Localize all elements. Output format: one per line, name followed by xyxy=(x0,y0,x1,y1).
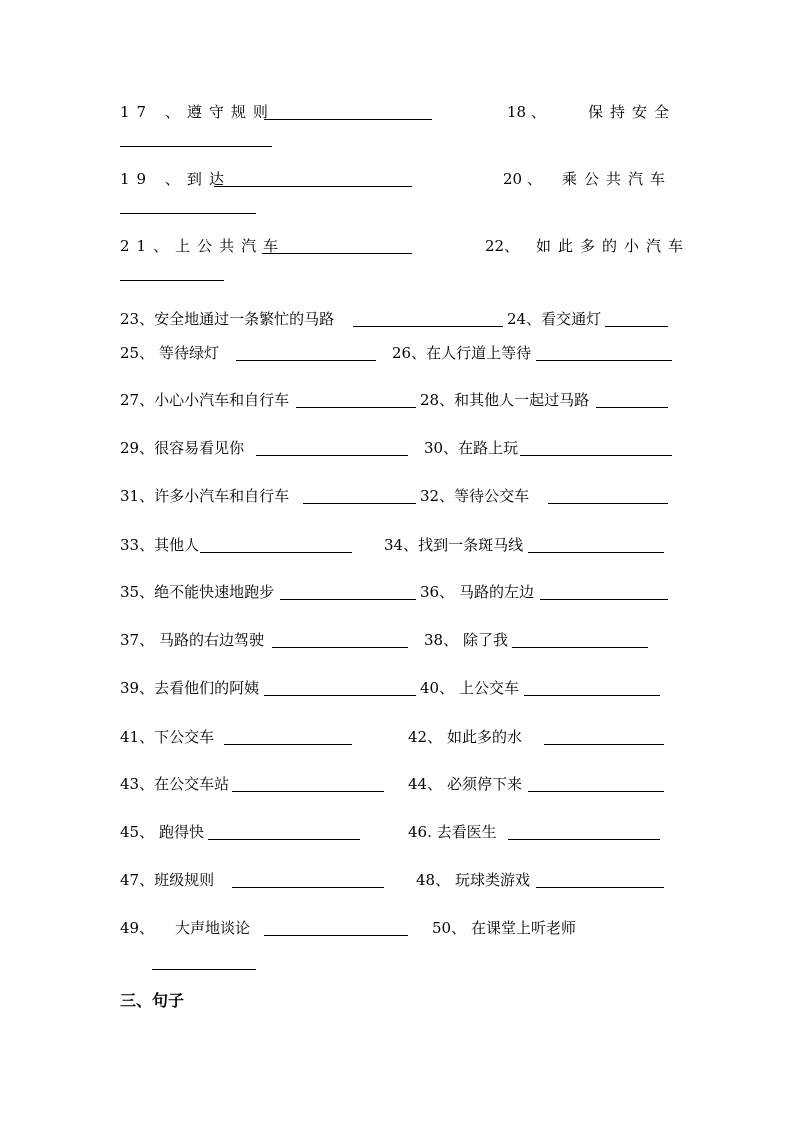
item-27-label: 27、小心小汽车和自行车 xyxy=(120,391,290,409)
item-19-label: 19 、到达 xyxy=(120,170,231,188)
item-35-label: 35、绝不能快速地跑步 xyxy=(120,583,275,601)
answer-line-37[interactable] xyxy=(272,647,408,648)
item-18-label: 保持安全 xyxy=(588,103,677,121)
item-37-label: 马路的右边驾驶 xyxy=(159,631,265,649)
item-50-number: 50、 xyxy=(432,919,467,937)
answer-line-29[interactable] xyxy=(256,455,408,456)
item-39-label: 39、去看他们的阿姨 xyxy=(120,679,260,697)
answer-line-17[interactable] xyxy=(264,119,432,120)
answer-line-33[interactable] xyxy=(200,552,352,553)
item-30-label: 30、在路上玩 xyxy=(424,439,519,457)
answer-line-18[interactable] xyxy=(120,146,272,147)
answer-line-43[interactable] xyxy=(232,791,384,792)
answer-line-45[interactable] xyxy=(208,839,360,840)
item-45-number: 45、 xyxy=(120,823,155,841)
item-44-number: 44、 xyxy=(408,775,443,793)
item-22-number: 22、 xyxy=(485,237,520,255)
item-34-label: 34、找到一条斑马线 xyxy=(384,536,524,554)
item-41-label: 41、下公交车 xyxy=(120,728,215,746)
answer-line-22[interactable] xyxy=(120,280,224,281)
answer-line-28[interactable] xyxy=(596,407,668,408)
item-49-number: 49、 xyxy=(120,919,155,937)
item-40-label: 上公交车 xyxy=(459,679,520,697)
answer-line-32[interactable] xyxy=(548,503,668,504)
item-48-number: 48、 xyxy=(416,871,451,889)
item-49-label: 大声地谈论 xyxy=(175,919,251,937)
item-40-number: 40、 xyxy=(420,679,455,697)
item-45-label: 跑得快 xyxy=(159,823,205,841)
item-42-number: 42、 xyxy=(408,728,443,746)
answer-line-41[interactable] xyxy=(224,744,352,745)
item-38-label: 除了我 xyxy=(463,631,509,649)
answer-line-21[interactable] xyxy=(262,253,412,254)
item-36-label: 马路的左边 xyxy=(459,583,535,601)
answer-line-19[interactable] xyxy=(214,186,412,187)
item-46-label: 46. 去看医生 xyxy=(408,823,497,841)
item-38-number: 38、 xyxy=(424,631,459,649)
answer-line-50[interactable] xyxy=(152,969,256,970)
item-47-label: 47、班级规则 xyxy=(120,871,215,889)
item-43-label: 43、在公交车站 xyxy=(120,775,230,793)
item-23-label: 23、安全地通过一条繁忙的马路 xyxy=(120,310,335,328)
answer-line-49[interactable] xyxy=(264,935,408,936)
item-25-number: 25、 xyxy=(120,344,155,362)
item-20-label: 乘公共汽车 xyxy=(562,170,673,188)
answer-line-23[interactable] xyxy=(353,326,503,327)
section-heading: 三、句子 xyxy=(120,991,185,1010)
item-28-label: 28、和其他人一起过马路 xyxy=(420,391,590,409)
answer-line-39[interactable] xyxy=(264,695,416,696)
item-20-number: 20 、 xyxy=(503,170,542,188)
answer-line-46[interactable] xyxy=(508,839,660,840)
item-32-label: 32、等待公交车 xyxy=(420,487,530,505)
item-17-label: 17 、遵守规则 xyxy=(120,103,275,121)
item-22-label: 如此多的小汽车 xyxy=(536,237,691,255)
item-33-label: 33、其他人 xyxy=(120,536,200,554)
item-42-label: 如此多的水 xyxy=(447,728,523,746)
answer-line-34[interactable] xyxy=(528,552,664,553)
answer-line-48[interactable] xyxy=(536,887,664,888)
answer-line-26[interactable] xyxy=(536,360,672,361)
answer-line-31[interactable] xyxy=(303,503,416,504)
answer-line-35[interactable] xyxy=(280,599,416,600)
item-21-label: 21、上公共汽车 xyxy=(120,237,286,255)
item-44-label: 必须停下来 xyxy=(447,775,523,793)
item-31-label: 31、许多小汽车和自行车 xyxy=(120,487,290,505)
item-24-label: 24、看交通灯 xyxy=(507,310,602,328)
answer-line-42[interactable] xyxy=(544,744,664,745)
item-25-label: 等待绿灯 xyxy=(159,344,220,362)
answer-line-25[interactable] xyxy=(236,360,376,361)
answer-line-30[interactable] xyxy=(520,455,672,456)
answer-line-38[interactable] xyxy=(512,647,648,648)
item-18-number: 18 、 xyxy=(507,103,546,121)
answer-line-24[interactable] xyxy=(605,326,668,327)
item-26-label: 26、在人行道上等待 xyxy=(392,344,532,362)
answer-line-40[interactable] xyxy=(524,695,660,696)
answer-line-36[interactable] xyxy=(540,599,668,600)
item-50-label: 在课堂上听老师 xyxy=(471,919,577,937)
answer-line-27[interactable] xyxy=(296,407,416,408)
answer-line-44[interactable] xyxy=(528,791,664,792)
answer-line-20[interactable] xyxy=(120,213,256,214)
item-48-label: 玩球类游戏 xyxy=(455,871,531,889)
item-37-number: 37、 xyxy=(120,631,155,649)
item-29-label: 29、很容易看见你 xyxy=(120,439,245,457)
answer-line-47[interactable] xyxy=(232,887,384,888)
item-36-number: 36、 xyxy=(420,583,455,601)
